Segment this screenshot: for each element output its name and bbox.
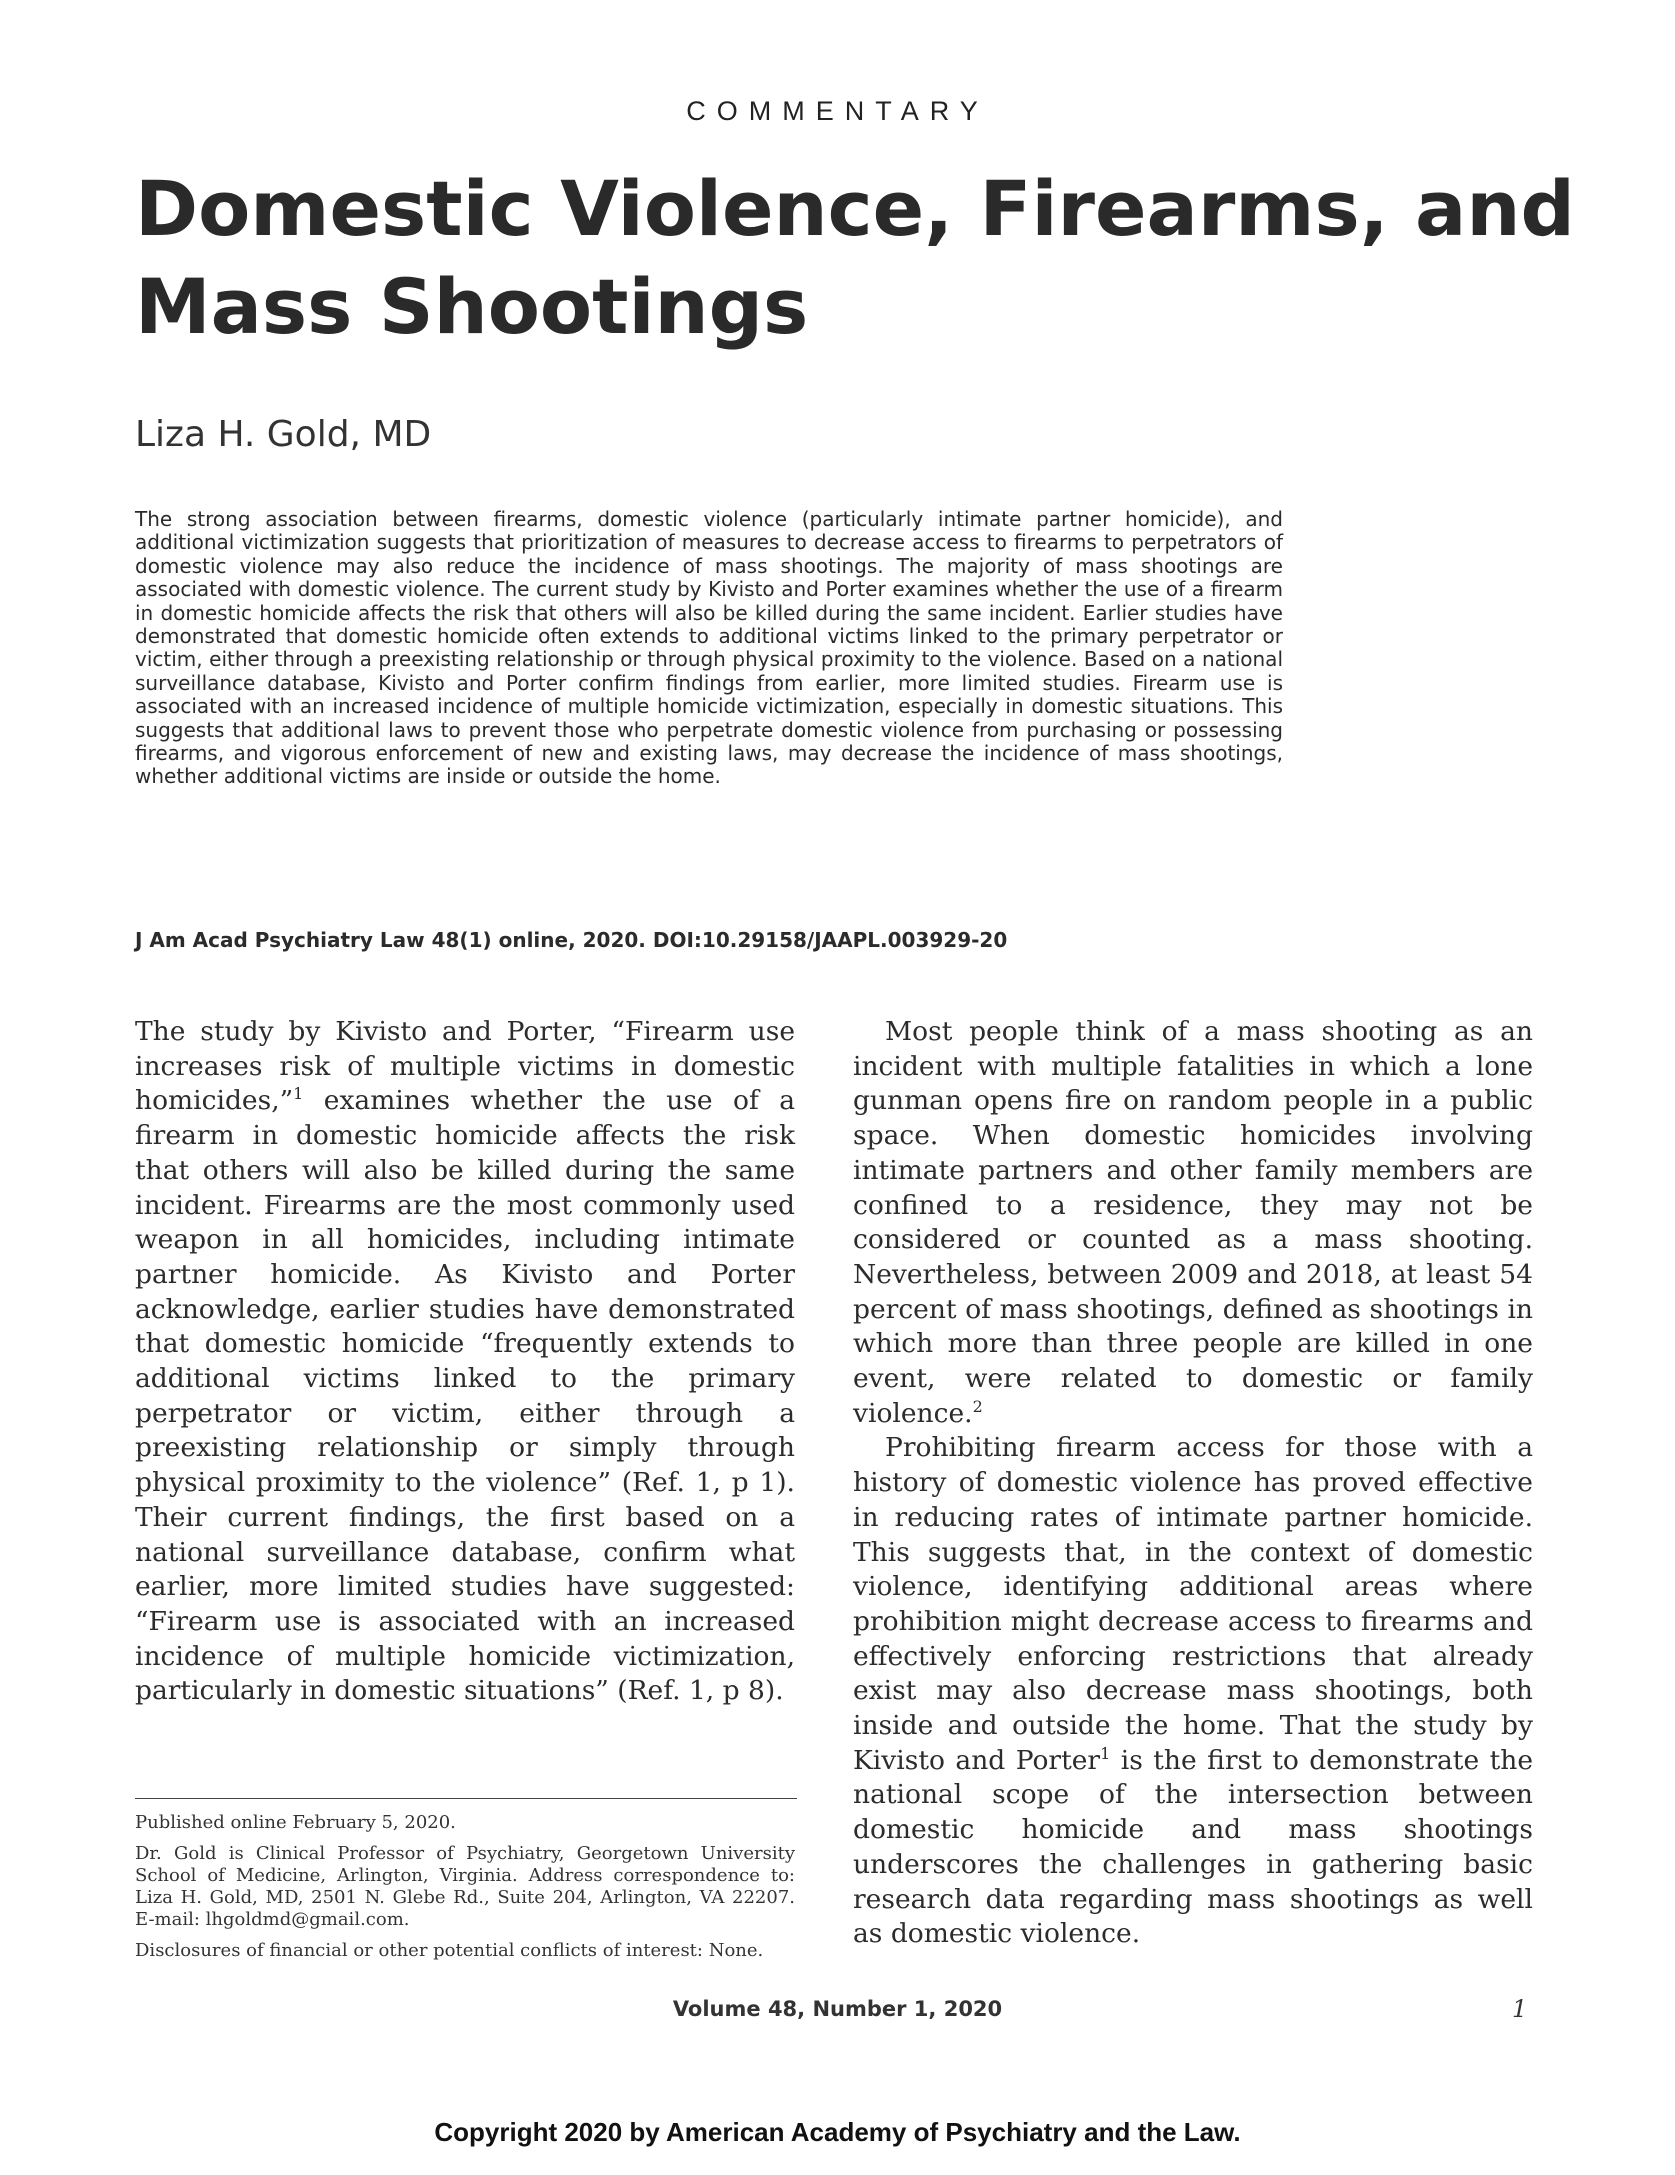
author-name: Liza H. Gold, MD (135, 414, 432, 455)
body-column-left (135, 1015, 795, 1709)
body-paragraph (135, 1015, 795, 1709)
body-paragraph (853, 1015, 1533, 1431)
article-title-line-1: Domestic Violence, Firearms, and (135, 164, 1575, 253)
body-text: Most people think of a mass shooting as an incident with multiple fatalities in which a lone gunman opens fire on random people in a public space. When domestic homicides involving intimate partners and other family members are confined to a residence, they may not be considered or counted as a mass shooting. Nevertheless, between 2009 and 2018, at least 54 percent of mass shootings, defined as shootings in which more than three people are killed in one event, were related to domestic or family violence. (853, 1016, 1533, 1429)
body-paragraph (853, 1431, 1533, 1952)
page-number: 1 (1512, 1995, 1528, 2023)
copyright-notice: Copyright 2020 by American Academy of Psychiatry and the Law. (434, 2117, 1241, 2147)
reference-marker: 1 (1100, 1743, 1111, 1763)
footnotes (135, 1812, 795, 1971)
footer-issue: Volume 48, Number 1, 2020 (672, 1997, 1003, 2021)
reference-marker: 2 (972, 1396, 983, 1416)
article-title-line-2: Mass Shootings (135, 262, 809, 351)
body-text: examines whether the use of a firearm in domestic homicide affects the risk that others will also be killed during the same incident. Firearms are the most commonly used weapon in all homicides, including intimate partner homicide. As Kivisto and Porter acknowledge, earlier studies have demonstrated that domestic homicide “frequently extends to additional victims linked to the primary perpetrator or victim, either through a preexisting relationship or simply through physical proximity to the violence” (Ref. 1, p 1). Their current findings, the first based on a national surveillance database, confirm what earlier, more limited studies have suggested: “Firearm use is associated with an increased incidence of multiple homicide victimization, particularly in domestic situations” (Ref. 1, p 8). (135, 1085, 795, 1707)
footnote-disclosures: Disclosures of financial or other potential conflicts of interest: None. (135, 1940, 764, 1961)
section-label: COMMENTARY (686, 96, 989, 126)
body-text: is the first to demonstrate the national scope of the intersection between domestic homicide and mass shootings underscores the challenges in gathering basic research data regarding mass shootings as well as domestic violence. (853, 1744, 1533, 1950)
body-text: The study by Kivisto and Porter, “Firearm use increases risk of multiple victims in domestic homicides,” (135, 1016, 795, 1117)
citation: J Am Acad Psychiatry Law 48(1) online, 2020. DOI:10.29158/JAAPL.003929-20 (135, 928, 1008, 952)
reference-marker: 1 (293, 1084, 304, 1104)
body-column-right (853, 1015, 1533, 1952)
article-title (135, 160, 1575, 356)
footnote-affiliation: Dr. Gold is Clinical Professor of Psychiatry, Georgetown University School of Medicine, Arlington, Virginia. Address correspondence to: Liza H. Gold, MD, 2501 N. Glebe Rd., Suite 204, Arlington, VA 22207. E-mail: lhgoldmd@gmail.com. (135, 1843, 795, 1930)
footnote-divider (135, 1798, 797, 1799)
body-text: Prohibiting firearm access for those with a history of domestic violence has proved effective in reducing rates of intimate partner homicide. This suggests that, in the context of domestic violence, identifying additional areas where prohibition might decrease access to firearms and effectively enforcing restrictions that already exist may also decrease mass shootings, both inside and outside the home. That the study by Kivisto and Porter (853, 1432, 1533, 1776)
footnote-published: Published online February 5, 2020. (135, 1812, 456, 1833)
abstract: The strong association between firearms, domestic violence (particularly intimate partner homicide), and additional victimization suggests that prioritization of measures to decrease access to firearms to perpetrators of domestic violence may also reduce the incidence of mass shootings. The majority of mass shootings are associated with domestic violence. The current study by Kivisto and Porter examines whether the use of a firearm in domestic homicide affects the risk that others will also be killed during the same incident. Earlier studies have demonstrated that domestic homicide often extends to additional victims linked to the primary perpetrator or victim, either through a preexisting relationship or through physical proximity to the violence. Based on a national surveillance database, Kivisto and Porter confirm findings from earlier, more limited studies. Firearm use is associated with an increased incidence of multiple homicide victimization, especially in domestic situations. This suggests that additional laws to prevent those who perpetrate domestic violence from purchasing or possessing firearms, and vigorous enforcement of new and existing laws, may decrease the incidence of mass shootings, whether additional victims are inside or outside the home. (135, 507, 1283, 789)
